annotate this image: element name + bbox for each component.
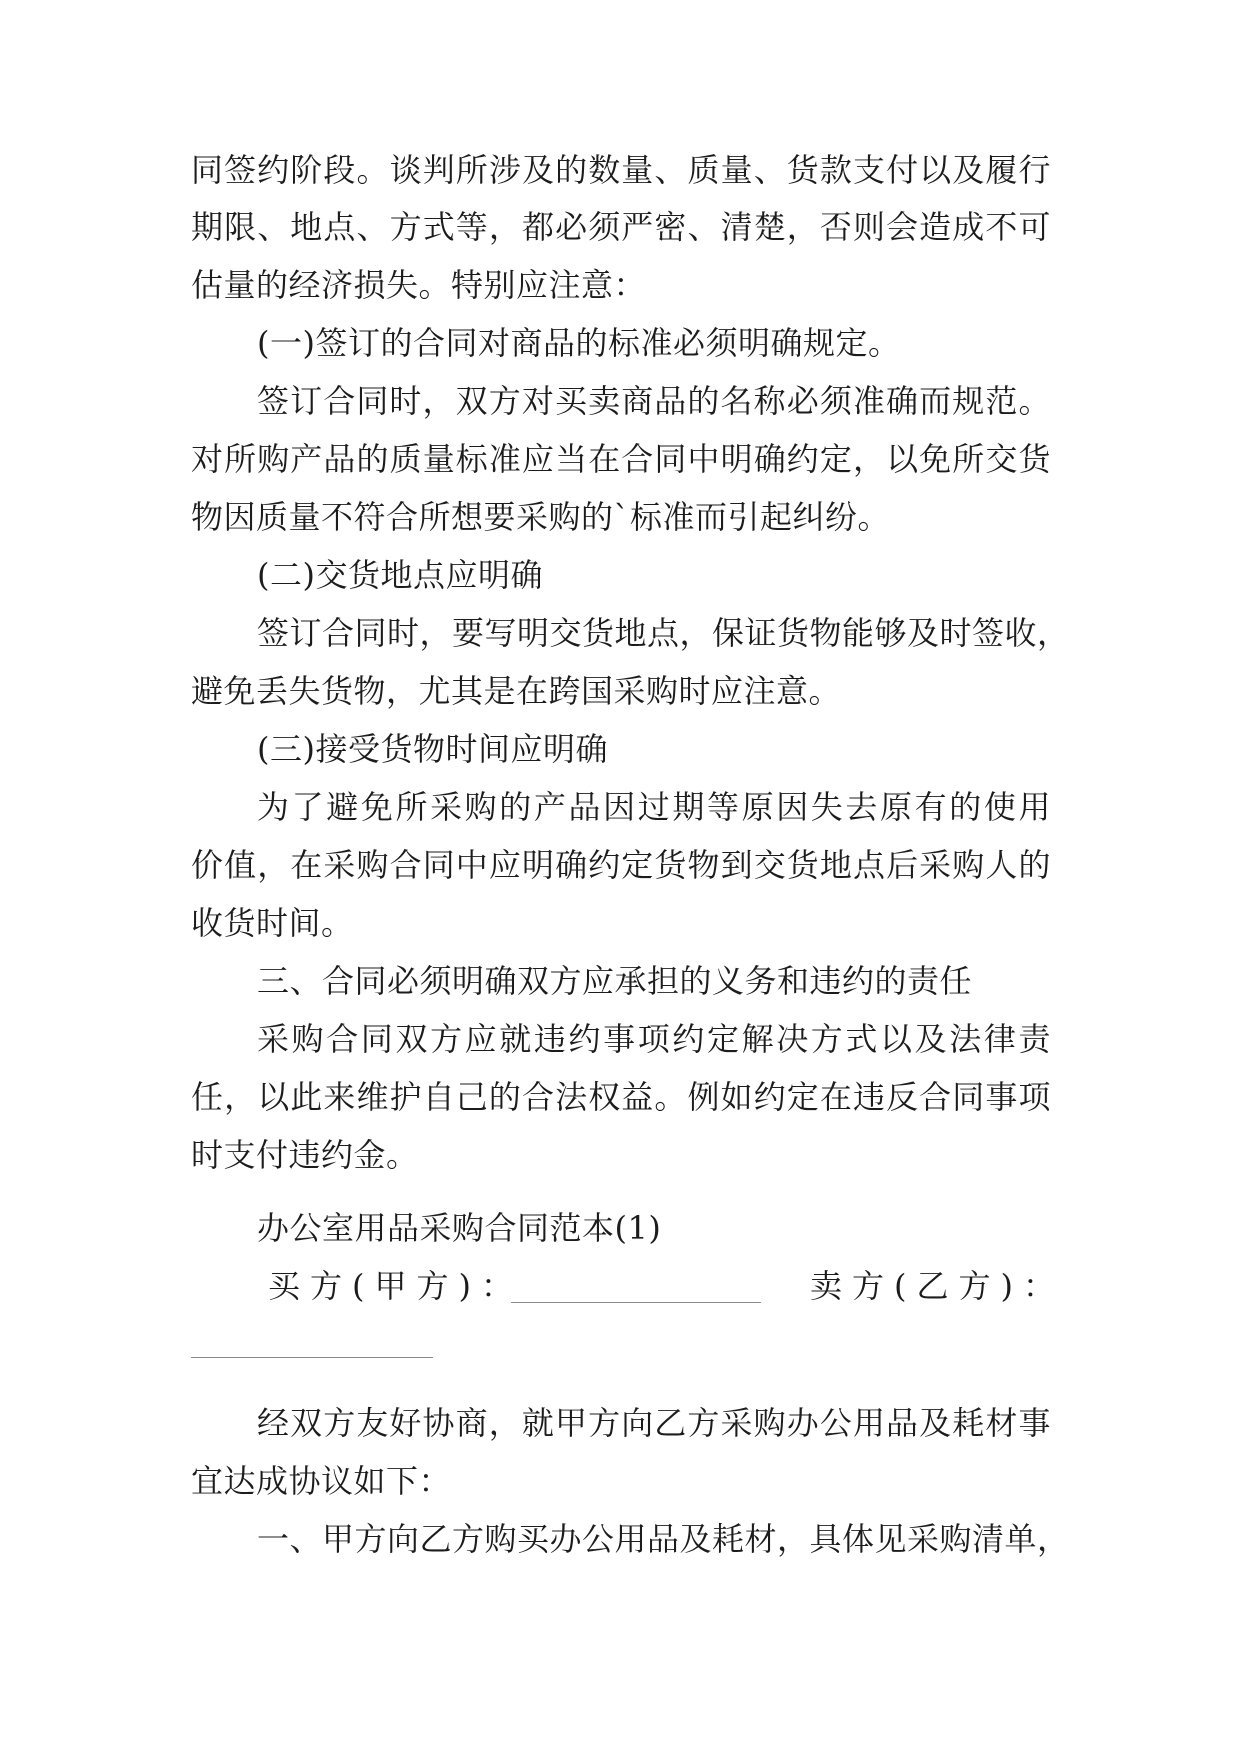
- seller-blank: [191, 1357, 433, 1358]
- paragraph-line: 物因质量不符合所想要采购的`标准而引起纠纷。: [191, 498, 891, 536]
- section-heading: 三、合同必须明确双方应承担的义务和违约的责任: [257, 962, 973, 1000]
- buyer-label: 买方(甲方)：: [268, 1267, 523, 1305]
- paragraph-line: 对所购产品的质量标准应当在合同中明确约定，以免所交货: [191, 440, 1051, 478]
- contract-title: 办公室用品采购合同范本(1): [257, 1209, 662, 1247]
- paragraph-line: 价值，在采购合同中应明确约定货物到交货地点后采购人的: [191, 846, 1051, 884]
- paragraph-line: 时支付违约金。: [191, 1136, 419, 1174]
- paragraph-line: 采购合同双方应就违约事项约定解决方式以及法律责: [257, 1020, 1051, 1058]
- paragraph-line: 签订合同时，双方对买卖商品的名称必须准确而规范。: [257, 382, 1051, 420]
- paragraph-line: 避免丢失货物，尤其是在跨国采购时应注意。: [191, 672, 842, 710]
- paragraph-line: 同签约阶段。谈判所涉及的数量、质量、货款支付以及履行: [191, 151, 1051, 189]
- paragraph-line: 任，以此来维护自己的合法权益。例如约定在违反合同事项: [191, 1078, 1051, 1116]
- paragraph-line: 收货时间。: [191, 904, 354, 942]
- seller-label: 卖方(乙方)：: [810, 1267, 1065, 1305]
- section-heading: (二)交货地点应明确: [257, 556, 543, 594]
- paragraph-line: 一、甲方向乙方购买办公用品及耗材，具体见采购清单，: [257, 1520, 1070, 1558]
- section-heading: (三)接受货物时间应明确: [257, 730, 608, 768]
- party-row-seller: [810, 1266, 1065, 1306]
- paragraph-line: 期限、地点、方式等，都必须严密、清楚，否则会造成不可: [191, 208, 1051, 246]
- paragraph-line: 宜达成协议如下：: [191, 1462, 452, 1500]
- paragraph-line: 估量的经济损失。特别应注意：: [191, 266, 647, 304]
- buyer-blank: [511, 1302, 761, 1303]
- paragraph-line: 经双方友好协商，就甲方向乙方采购办公用品及耗材事: [257, 1404, 1051, 1442]
- section-heading: (一)签订的合同对商品的标准必须明确规定。: [257, 324, 901, 362]
- paragraph-line: 签订合同时，要写明交货地点，保证货物能够及时签收，: [257, 614, 1070, 652]
- paragraph-line: 为了避免所采购的产品因过期等原因失去原有的使用: [257, 788, 1051, 826]
